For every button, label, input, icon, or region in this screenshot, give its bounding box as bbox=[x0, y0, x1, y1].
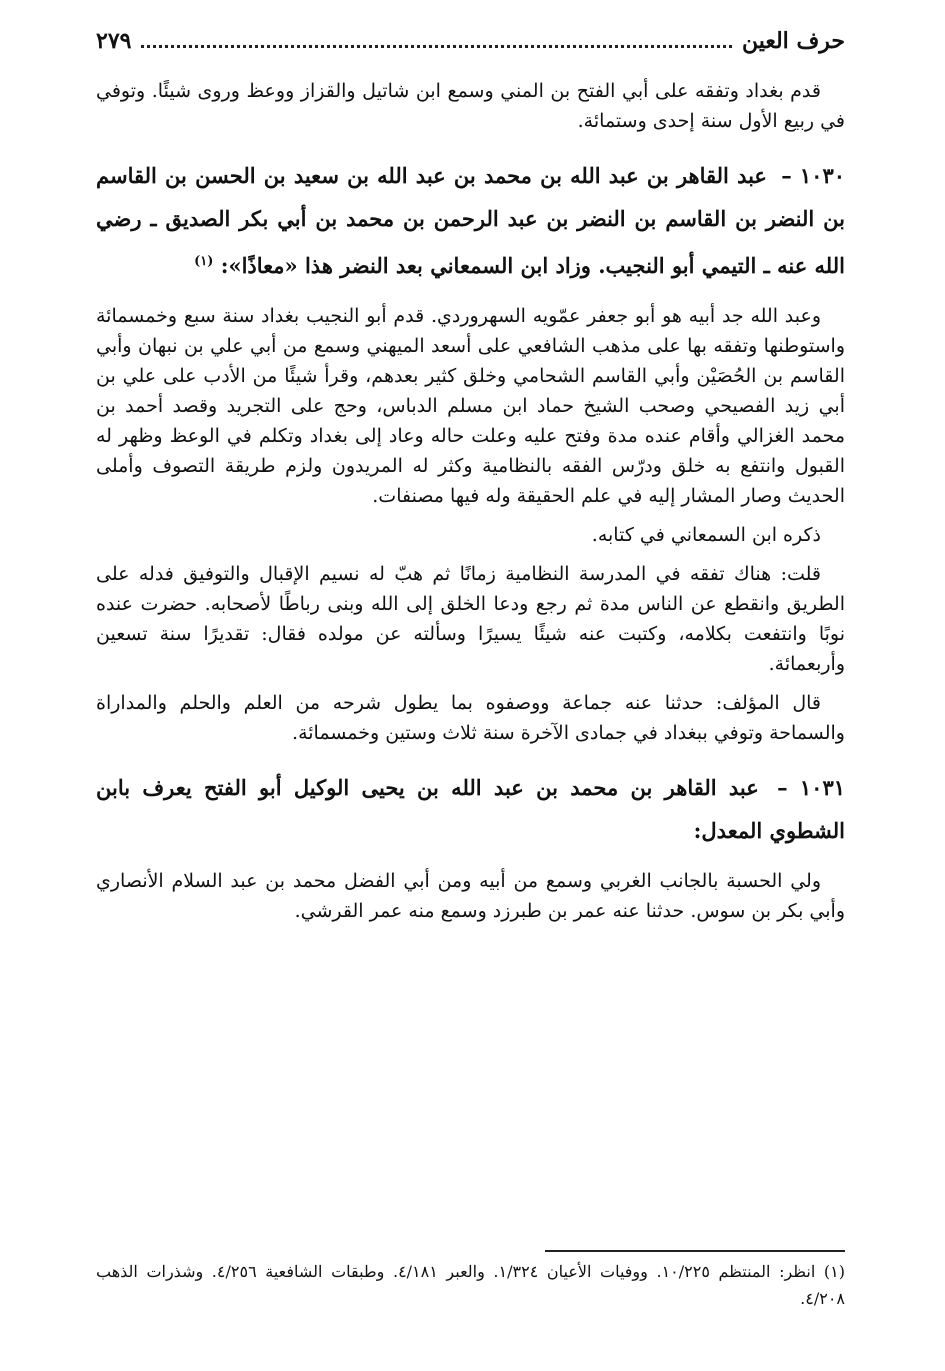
entry-title: عبد القاهر بن عبد الله بن محمد بن عبد الله بن سعيد بن الحسن بن القاسم بن النضر بن القاسم بن النضر بن عبد الرحمن بن محمد بن أبي بكر الصديق ـ رضي الله عنه ـ التيمي أبو النجيب. وزاد ابن السمعاني بعد النضر هذا «معاذًا»: bbox=[96, 163, 845, 278]
chapter-title: حرف العين bbox=[741, 28, 845, 54]
paragraph: ذكره ابن السمعاني في كتابه. bbox=[591, 524, 821, 546]
entry-number: ١٠٣١ – bbox=[777, 775, 846, 800]
footnote-ref: (١) bbox=[194, 254, 214, 269]
footnote: (١) انظر: المنتظم ١٠/٢٢٥. ووفيات الأعيان ١/٣٢٤. والعبر ٤/١٨١. وطبقات الشافعية ٤/٢٥٦. وشذرات الذهب ٤/٢٠٨. bbox=[96, 1262, 846, 1308]
footnotes bbox=[96, 1258, 845, 1312]
footnote-divider bbox=[545, 1250, 845, 1252]
paragraph: قدم بغداد وتفقه على أبي الفتح بن المني وسمع ابن شاتيل والقزاز ووعظ وروى شيئًا. وتوفي في ربيع الأول سنة إحدى وستمائة. bbox=[96, 80, 845, 132]
main-text bbox=[96, 76, 845, 935]
paragraph: ولي الحسبة بالجانب الغربي وسمع من أبيه ومن أبي الفضل محمد بن عبد السلام الأنصاري وأبي بكر بن سوس. حدثنا عنه عمر بن طبرزد وسمع منه عمر القرشي. bbox=[96, 870, 845, 922]
entry-heading-1030 bbox=[96, 154, 845, 287]
entry-heading-1031 bbox=[96, 766, 845, 852]
header-dot-leader bbox=[141, 45, 732, 48]
entry-title: عبد القاهر بن محمد بن عبد الله بن يحيى الوكيل أبو الفتح يعرف بابن الشطوي المعدل: bbox=[96, 775, 845, 843]
paragraph: قلت: هناك تفقه في المدرسة النظامية زمانًا ثم هبّ له نسيم الإقبال والتوفيق فدله على الطريق وانقطع عن الناس مدة ثم رجع ودعا الخلق إلى الله وبنى رباطًا لأصحابه. حضرت عنده نوبًا وانتفعت بكلامه، وكتبت عنه شيئًا يسيرًا وسألته عن مولده فقال: تقديرًا سنة تسعين وأربعمائة. bbox=[96, 563, 845, 675]
entry-number: ١٠٣٠ – bbox=[781, 163, 846, 188]
paragraph: قال المؤلف: حدثنا عنه جماعة ووصفوه بما يطول شرحه من العلم والحلم والمداراة والسماحة وتوفي ببغداد في جمادى الآخرة سنة ثلاث وستين وخمسمائة. bbox=[96, 692, 845, 744]
paragraph: وعبد الله جد أبيه هو أبو جعفر عمّويه السهروردي. قدم أبو النجيب بغداد سنة سبع وخمسمائة واستوطنها وتفقه بها على مذهب الشافعي على أسعد الميهني وسمع من أبي علي بن نبهان وأبي القاسم بن الحُصَيْن وأبي القاسم الشحامي وخلق كثير بعدهم، وقرأ شيئًا من الأدب على علي بن أبي زيد الفصيحي وصحب الشيخ حماد ابن مسلم الدباس، وحج على التجريد وقصد أحمد بن محمد الغزالي وأقام عنده مدة وفتح عليه وعلت حاله وعاد إلى بغداد وتكلم في الوعظ وظهر له القبول وانتفع به خلق ودرّس الفقه بالنظامية وكثر له المريدون ولزم طريقة التصوف وأملى الحديث وصار المشار إليه في علم الحقيقة وله فيها مصنفات. bbox=[96, 305, 845, 507]
running-header bbox=[96, 28, 845, 54]
page-number: ٢٧٩ bbox=[96, 28, 132, 54]
